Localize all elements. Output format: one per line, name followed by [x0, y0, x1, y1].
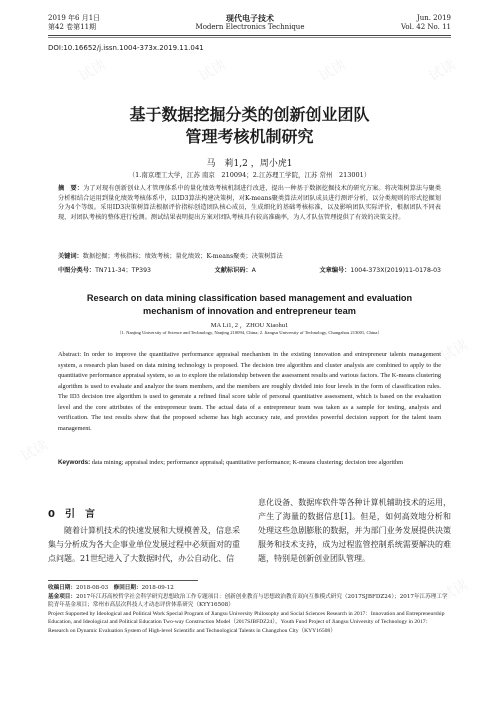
- fund-cn: 基金项目：2017年江苏高校哲学社会科学研究思想政治工作专题项目：创新创业教育与思想政治教育双向互推模式研究（2017SJBFDZ24）；2017年江苏理工学院青年基金项目；常州市高层次科技人才动态评价体系研究（KYY16508）: [48, 593, 448, 609]
- classification-row: [58, 266, 441, 275]
- fund-en: Project Supported by Ideological and Political Work Special Program of Jiangsu University Philosophy and Social Sciences Research in 2017：Innovation and Entrepreneurship Education, and Ideological and Political Education Two-way Construction Model（2017SJBFDZ24），Youth Fund Project of Jiangsu University of Technology in 2017：Research on Dynamic Evaluation System of High-level Scientific and Technological Talents in Changzhou City（KYY16508）: [48, 610, 445, 634]
- paper-title-en-line1: Research on data mining classification based management and evaluation: [86, 293, 413, 303]
- header-center: [150, 14, 350, 32]
- document-code: 文献标识码：A: [214, 267, 256, 274]
- paper-title-cn-line1: 基于数据挖掘分类的创新创业团队: [129, 105, 370, 124]
- header-left: [48, 14, 100, 32]
- header-volume-cn: 第42 卷第11期: [48, 23, 97, 31]
- keywords-en: [58, 458, 441, 469]
- watermark: 试读: [18, 436, 51, 465]
- article-number: 文章编号：1004-373X(2019)11-0178-03: [319, 267, 441, 274]
- abstract-cn: [58, 184, 441, 222]
- header-date-en: Jun. 2019: [416, 14, 451, 22]
- header-right: [401, 14, 451, 32]
- watermark: 试读: [196, 56, 229, 85]
- footnote-rule: [48, 580, 198, 581]
- paper-title-cn-line2: 管理考核机制研究: [185, 127, 314, 146]
- header-rule-thin: [48, 37, 451, 38]
- revised-date: 2018-09-12: [141, 585, 174, 591]
- paper-title-en: [58, 292, 441, 318]
- watermark: 试读: [316, 56, 349, 85]
- abstract-en: [58, 350, 441, 434]
- keywords-en-label: Keywords:: [58, 459, 91, 466]
- journal-name-cn: 现代电子技术: [226, 14, 274, 23]
- abstract-cn-text: 为了对现有创新创业人才管理体系中的量化绩效考核机制进行改进，提出一种基于数据挖掘技术的研究方案。将决策树算法与聚类分析相结合运用到量化绩效考核体系中，以ID3算法构建决策树，对K-means聚类算法对团队成员进行测评分析，以分类规则的形式挖掘划分为4个等级。采用ID3决策树算法根据评价指标创造团队核心成员，生成细化的基础考核标准，以及影响团队实际评价，根据团队不同表现，对团队考核的整体进行检测。测试结果表明提出方案对团队考核具有较高准确率，为人才队伍管理提供了有效的决策支持。: [58, 185, 442, 221]
- clc-number: 中图分类号：TN711-34；TP393: [58, 267, 151, 274]
- watermark: 试读: [76, 56, 109, 85]
- watermark: 试读: [426, 56, 459, 85]
- paper-title-cn: [48, 104, 451, 148]
- affiliation-cn: （1.南京理工大学，江苏 南京 210094；2.江苏理工学院，江苏 常州 213001）: [128, 171, 371, 179]
- keywords-cn: [58, 252, 441, 261]
- affiliation-en: （1. Nanjing University of Science and Technology, Nanjing 210094, China; 2. Jiangsu University of Technology, Changzhou 213001, China）: [116, 330, 383, 335]
- doi: DOI:10.16652/j.issn.1004-373x.2019.11.041: [48, 44, 204, 52]
- abstract-en-label: Abstract:: [58, 351, 82, 358]
- keywords-cn-label: 关键词：: [58, 253, 83, 260]
- section-heading-introduction: 0 引 言: [48, 509, 95, 520]
- intro-paragraph-left: 随着计算机技术的快速发展和大规模普及，信息采集与分析成为各大企事业单位发展过程中必须面对的重点问题。21世纪进入了大数据时代，办公自动化、信: [48, 526, 240, 563]
- header-date-cn-day: 1日: [88, 14, 101, 22]
- keywords-cn-text: 数据挖掘；考核指标；绩效考核；量化绩效；K-means聚类；决策树算法: [82, 253, 283, 260]
- journal-name-en: Modern Electronics Technique: [195, 23, 305, 31]
- authors-cn: 马 莉1,2 ，周小虎1: [206, 159, 293, 169]
- intro-paragraph-right: 息化设备、数据库软件等各种计算机辅助技术的运用，产生了海量的数据信息[1]。但是，如何高效地分析和处理这些急剧膨胀的数据，并为部门业务发展提供决策服务和技术支持，成为过程监管控制系统需要解决的难题，特别是创新创业团队管理。: [258, 498, 451, 563]
- footnotes: [48, 584, 451, 636]
- header-volume-en: Vol. 42 No. 11: [400, 23, 451, 31]
- received-date: 2018-08-03: [75, 585, 109, 591]
- keywords-en-text: data mining; appraisal index; performance appraisal; quantitative performance; K-means clustering; decision tree algorithm: [91, 459, 404, 466]
- header-rule: [48, 35, 451, 36]
- watermark: 试读: [438, 576, 471, 605]
- watermark: 试读: [438, 336, 471, 365]
- abstract-cn-label: 摘 要：: [58, 185, 84, 192]
- abstract-en-text: In order to improve the quantitative performance appraisal mechanism in the existing innovation and entrepreneur talents management system, a research plan based on data mining technology is proposed. The decision tree algorithm and cluster analysis are combined to apply to the quantitative performance appraisal system, so as to explore the relationship between the assessment results and various factors. The K-means clustering algorithm is used to evaluate and analyze the team members, and the members are roughly divided into four levels in the form of classification rules. The ID3 decision tree algorithm is used to generate a refined final score table of personal quantitative assessment, which is based on the evaluation level and the core attributes of the entrepreneur team. The actual data of a entrepreneur team was taken as a sample for testing, analysis and verification. The test results show that the proposed scheme has high accuracy rate, and provides powerful decision support for the talent team management.: [58, 351, 441, 432]
- dates-line: 收稿日期：2018-08-03 修回日期：2018-09-12: [48, 585, 174, 591]
- authors-en: MA Li1, 2 ，ZHOU Xiaohu1: [210, 322, 289, 329]
- paper-title-en-line2: mechanism of innovation and entrepreneur team: [143, 306, 356, 316]
- header-date-cn: 2019 年6 月: [48, 14, 89, 22]
